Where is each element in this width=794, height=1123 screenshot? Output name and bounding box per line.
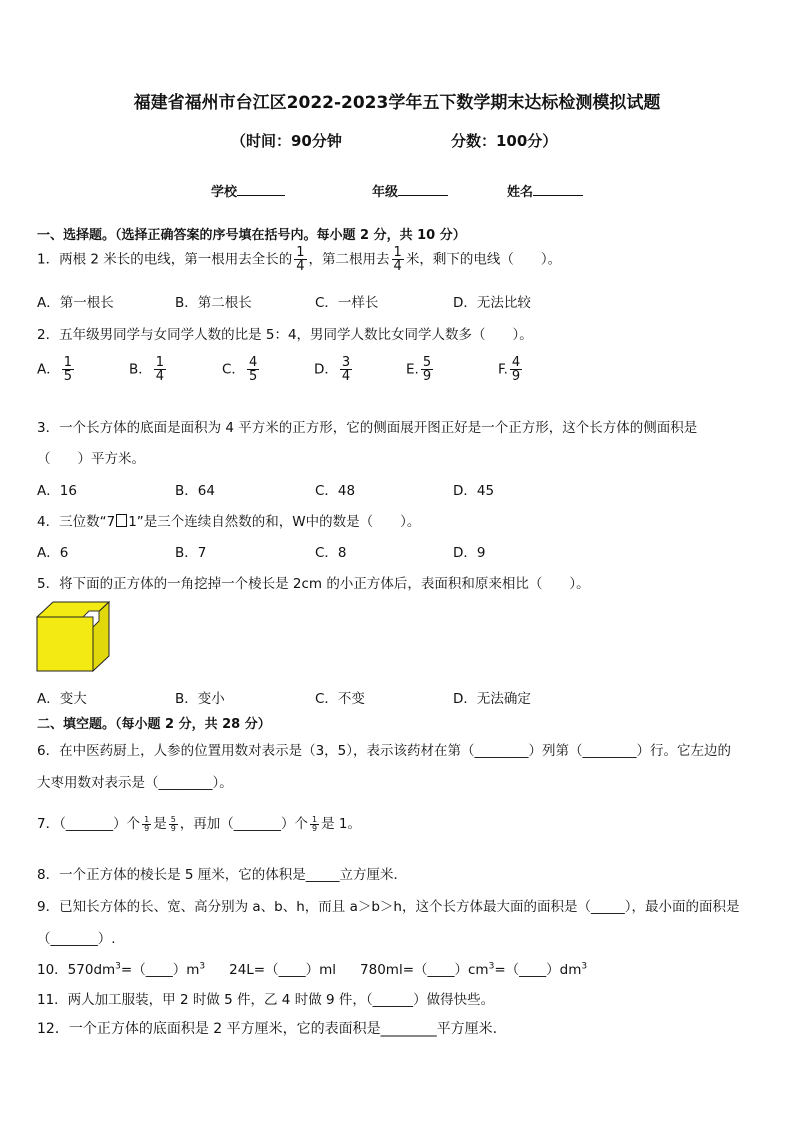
q1-option-d[interactable]: D．无法比较 — [453, 295, 531, 311]
q1-option-c[interactable]: C．一样长 — [315, 295, 379, 311]
q3-option-c[interactable]: C．48 — [315, 483, 356, 499]
q4-text-b: 1”是三个连续自然数的和，W中的数是（ ）。 — [128, 514, 421, 530]
q2-d-den: 4 — [341, 369, 351, 384]
q1-text-c: 米，剩下的电线（ ）。 — [405, 251, 562, 268]
q5-option-a[interactable]: A．变大 — [37, 691, 87, 707]
q2-c-den: 5 — [248, 369, 258, 384]
q2-c-num: 4 — [248, 355, 258, 370]
section2-heading: 二、填空题。（每小题 2 分，共 28 分） — [37, 717, 271, 732]
name-blank[interactable] — [533, 183, 583, 196]
q1-fraction-b — [392, 246, 404, 273]
q2-a-num: 1 — [63, 355, 73, 370]
q2-option-b[interactable] — [129, 356, 168, 383]
q7-f2-num: 5 — [170, 814, 176, 824]
q10-part-4: 780ml=（____）cm — [360, 962, 489, 978]
q2-option-f-fraction — [510, 356, 522, 383]
q7-text-d: 是 1。 — [321, 816, 362, 832]
q4-option-b[interactable]: B．7 — [175, 545, 207, 561]
question-11: 11．两人加工服装，甲 2 时做 5 件，乙 4 时做 9 件，（______）做得快些。 — [37, 992, 495, 1008]
q10-part-2: =（____）m — [120, 962, 200, 978]
q1-option-a[interactable]: A．第一根长 — [37, 295, 114, 311]
q7-text-b: 是 — [153, 816, 167, 832]
grade-field — [372, 181, 448, 200]
question-6-line2: 大枣用数对表示是（________）。 — [37, 775, 233, 791]
q2-e-den: 9 — [422, 369, 432, 384]
q2-option-a-label: A． — [37, 361, 60, 378]
question-9-line2: （_______）. — [37, 931, 116, 947]
school-label: 学校 — [211, 185, 238, 200]
q2-option-b-fraction — [154, 356, 166, 383]
missing-digit-box-icon — [116, 514, 127, 527]
q7-f1-den: 9 — [144, 823, 150, 833]
question-7 — [37, 812, 361, 833]
q2-option-f[interactable] — [498, 356, 524, 383]
q4-option-a[interactable]: A．6 — [37, 545, 69, 561]
grade-blank[interactable] — [398, 183, 448, 196]
q2-b-num: 1 — [155, 355, 165, 370]
question-1 — [37, 246, 561, 273]
q2-option-e[interactable] — [406, 356, 435, 383]
question-10 — [37, 958, 587, 978]
q10-sup-1: 3 — [115, 961, 121, 972]
q10-sup-3: 3 — [488, 961, 495, 972]
q7-f3-den: 9 — [312, 823, 318, 833]
q2-e-num: 5 — [422, 355, 432, 370]
q2-option-c-label: C． — [222, 361, 245, 378]
question-12: 12．一个正方体的底面积是 2 平方厘米，它的表面积是________平方厘米. — [37, 1021, 498, 1037]
q7-fraction-1 — [142, 816, 151, 833]
page-title: 福建省福州市台江区2022-2023学年五下数学期末达标检测模拟试题 — [133, 93, 661, 113]
q2-option-f-label: F. — [498, 361, 508, 378]
q2-d-num: 3 — [341, 355, 351, 370]
question-4 — [37, 510, 420, 530]
q1-frac-a-num: 1 — [296, 245, 305, 260]
q7-f3-num: 1 — [312, 814, 318, 824]
q1-option-b[interactable]: B．第二根长 — [175, 295, 252, 311]
q5-option-c[interactable]: C．不变 — [315, 691, 365, 707]
q7-f2-den: 9 — [170, 823, 176, 833]
q10-sup-4: 3 — [581, 961, 588, 972]
section1-heading: 一、选择题。（选择正确答案的序号填在括号内。每小题 2 分，共 10 分） — [37, 228, 466, 243]
time-label: （时间：90分钟 — [231, 132, 342, 150]
q2-option-b-label: B． — [129, 361, 152, 378]
question-3-line1: 3．一个长方体的底面是面积为 4 平方米的正方形，它的侧面展开图正好是一个正方形，这个长方体的侧面积是 — [37, 420, 698, 436]
school-blank[interactable] — [237, 183, 285, 196]
q2-a-den: 5 — [63, 369, 73, 384]
question-2: 2．五年级男同学与女同学人数的比是 5：4，男同学人数比女同学人数多（ ）。 — [37, 327, 533, 343]
q2-option-d-label: D． — [314, 361, 338, 378]
name-field — [507, 181, 583, 200]
q1-frac-b-num: 1 — [393, 245, 402, 260]
q3-option-d[interactable]: D．45 — [453, 483, 495, 499]
q1-fraction-a — [294, 246, 306, 273]
q2-option-c-fraction — [247, 356, 259, 383]
q10-part-1: 10．570dm — [37, 962, 116, 978]
q3-option-b[interactable]: B．64 — [175, 483, 215, 499]
q4-option-c[interactable]: C．8 — [315, 545, 347, 561]
school-field — [211, 181, 285, 200]
q10-part-5: =（____）dm — [494, 962, 582, 978]
question-3-line2: （ ）平方米。 — [37, 451, 145, 467]
q2-option-e-fraction — [421, 356, 433, 383]
question-8: 8．一个正方体的棱长是 5 厘米，它的体积是_____立方厘米． — [37, 867, 408, 883]
q1-frac-a-den: 4 — [296, 259, 305, 274]
q1-text-a: 1．两根 2 米长的电线，第一根用去全长的 — [37, 251, 293, 268]
cube-front-face — [37, 617, 93, 671]
question-6-line1: 6．在中医药厨上，人参的位置用数对表示是（3，5），表示该药材在第（________）列第（________）行。它左边的 — [37, 743, 732, 759]
q7-f1-num: 1 — [144, 814, 150, 824]
q2-f-den: 9 — [511, 369, 521, 384]
q2-option-e-label: E. — [406, 361, 419, 378]
q2-option-c[interactable] — [222, 356, 261, 383]
question-9-line1: 9．已知长方体的长、宽、高分别为 a、b、h，而且 a＞b＞h，这个长方体最大面的面积是（_____），最小面的面积是 — [37, 899, 740, 915]
q2-b-den: 4 — [155, 369, 165, 384]
question-5: 5．将下面的正方体的一角挖掉一个棱长是 2cm 的小正方体后，表面积和原来相比（ ）。 — [37, 576, 590, 592]
score-label: 分数：100分） — [451, 132, 558, 150]
q2-option-d[interactable] — [314, 356, 354, 383]
q10-part-3: 24L=（____）ml — [229, 962, 337, 978]
q2-f-num: 4 — [511, 355, 521, 370]
q5-option-d[interactable]: D．无法确定 — [453, 691, 531, 707]
q7-text-c: ，再加（_______）个 — [179, 816, 309, 832]
q2-option-a-fraction — [62, 356, 74, 383]
q10-sup-2: 3 — [199, 961, 206, 972]
q4-option-d[interactable]: D．9 — [453, 545, 486, 561]
q4-text-a: 4．三位数“7 — [37, 514, 116, 530]
q7-fraction-2 — [169, 816, 178, 833]
q2-option-a[interactable] — [37, 356, 76, 383]
q1-frac-b-den: 4 — [393, 259, 402, 274]
q5-option-b[interactable]: B．变小 — [175, 691, 225, 707]
q3-option-a[interactable]: A．16 — [37, 483, 77, 499]
q2-option-d-fraction — [340, 356, 352, 383]
name-label: 姓名 — [507, 185, 534, 200]
cube-figure — [36, 601, 112, 673]
q7-text-a: 7．（_______）个 — [37, 816, 141, 832]
q1-text-b: ，第二根用去 — [308, 251, 390, 268]
q7-fraction-3 — [310, 816, 319, 833]
grade-label: 年级 — [372, 185, 399, 200]
